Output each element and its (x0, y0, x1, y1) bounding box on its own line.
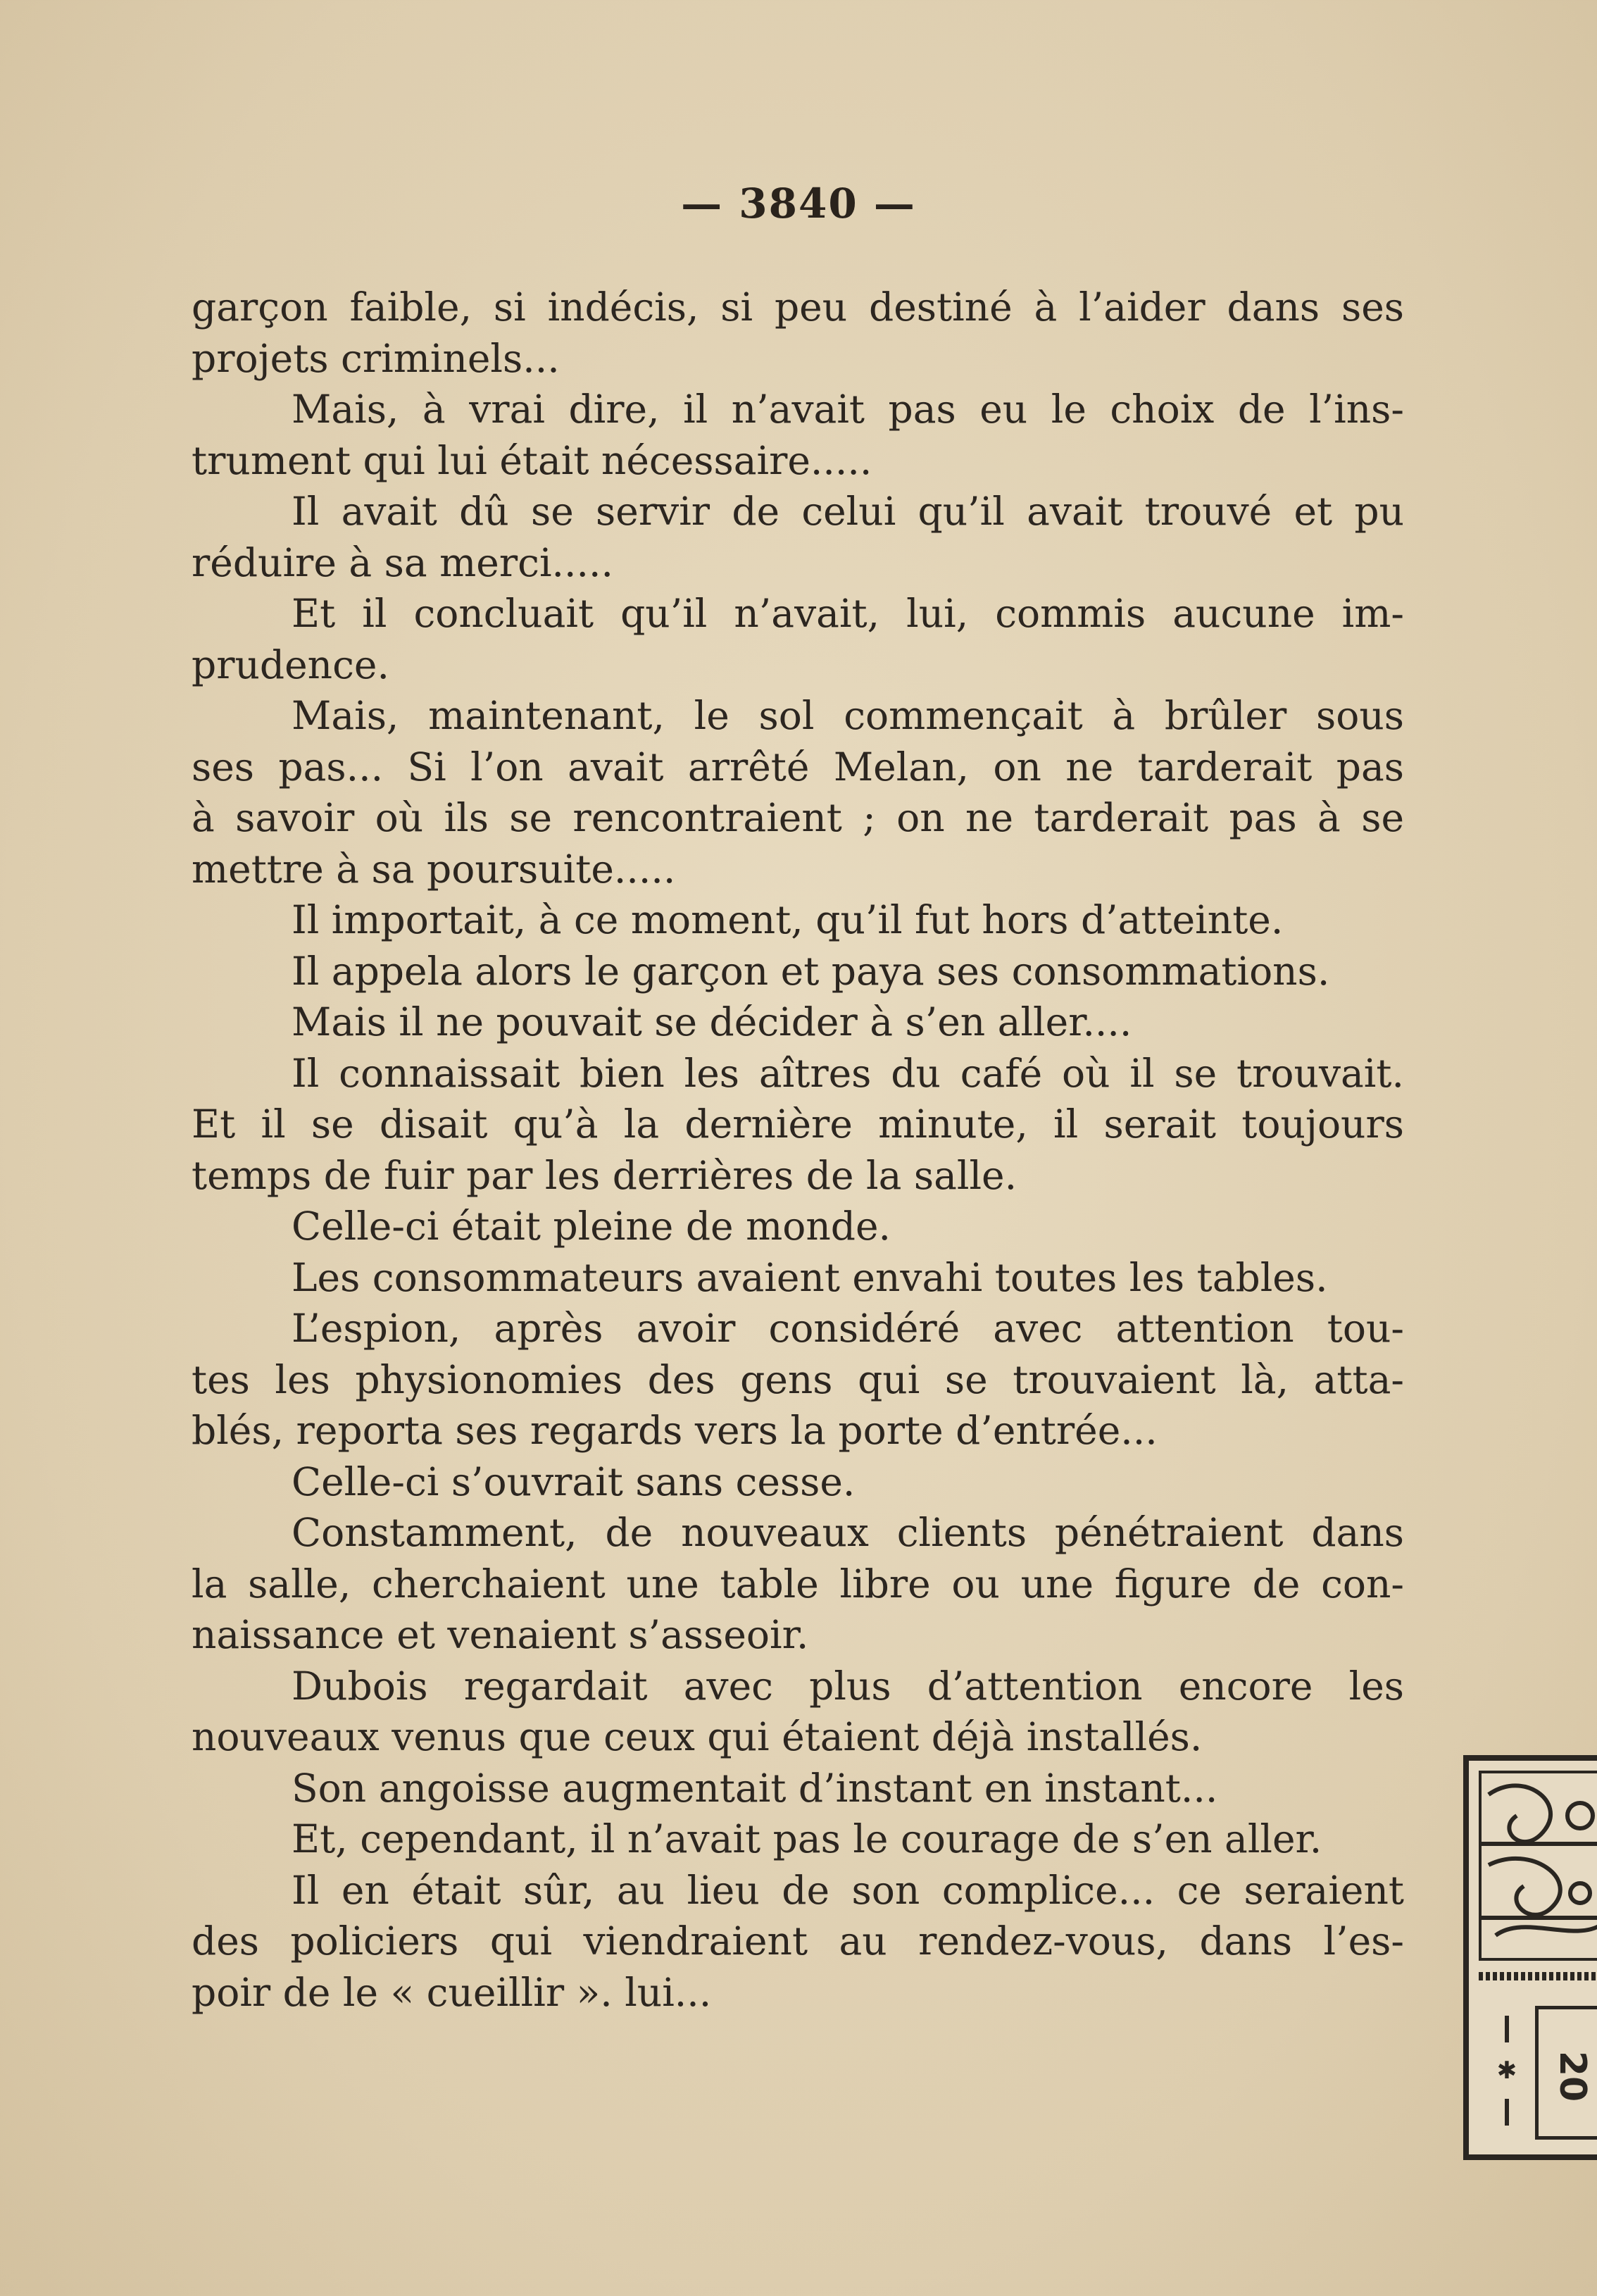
text-line: Et il concluait qu’il n’avait, lui, commis aucune im- (292, 591, 1404, 636)
text-line: prudence. (192, 642, 389, 687)
text-line: des policiers qui viendraient au rendez-vous, dans l’es- (192, 1918, 1404, 1964)
text-line: Et il se disait qu’à la dernière minute, il serait toujours (192, 1102, 1404, 1147)
text-line: poir de le « cueillir ». lui... (192, 1969, 712, 2015)
text-line: Son angoisse augmentait d’instant en instant... (292, 1765, 1218, 1811)
text-line: Les consommateurs avaient envahi toutes les tables. (292, 1254, 1328, 1300)
text-line: Il importait, à ce moment, qu’il fut hors d’atteinte. (292, 897, 1284, 942)
ornament-icon (1479, 1771, 1597, 1961)
body-text (192, 282, 1404, 2018)
text-line: projets criminels... (192, 335, 560, 381)
text-line: Il appela alors le garçon et paya ses consommations. (292, 948, 1330, 994)
text-line: Il connaissait bien les aîtres du café où il se trouvait. (292, 1050, 1404, 1096)
text-line: Il en était sûr, au lieu de son complice... ce seraient (292, 1867, 1404, 1913)
stamp-star-icon: ✱ (1486, 2007, 1528, 2134)
text-line: Mais, à vrai dire, il n’avait pas eu le choix de l’ins- (292, 387, 1404, 432)
text-line: Mais, maintenant, le sol commençait à brûler sous (292, 693, 1404, 738)
text-line: ses pas... Si l’on avait arrêté Melan, on ne tarderait pas (192, 744, 1404, 790)
text-line: Et, cependant, il n’avait pas le courage de s’en aller. (292, 1816, 1322, 1861)
stamp-number: 20 (1551, 2050, 1593, 2102)
text-line: L’espion, après avoir considéré avec attention tou- (292, 1306, 1404, 1351)
text-line: Celle-ci était pleine de monde. (292, 1204, 891, 1249)
text-line: réduire à sa merci..... (192, 539, 613, 585)
page-number: — 3840 — (681, 180, 916, 227)
text-line: Mais il ne pouvait se décider à s’en aller.... (292, 999, 1132, 1044)
text-line: garçon faible, si indécis, si peu destiné à l’aider dans ses (192, 285, 1404, 330)
library-stamp (1463, 1755, 1597, 2160)
stamp-number-box (1535, 2006, 1597, 2140)
text-line: à savoir où ils se rencontraient ; on ne tarderait pas à se (192, 795, 1404, 840)
text-line: mettre à sa poursuite..... (192, 846, 676, 892)
text-line: tes les physionomies des gens qui se trouvaient là, atta- (192, 1356, 1404, 1402)
text-line: Celle-ci s’ouvrait sans cesse. (292, 1459, 856, 1504)
text-line: la salle, cherchaient une table libre ou une figure de con- (192, 1561, 1404, 1606)
text-line: blés, reporta ses regards vers la porte d’entrée... (192, 1408, 1158, 1453)
text-line: temps de fuir par les derrières de la salle. (192, 1152, 1017, 1198)
text-line: naissance et venaient s’asseoir. (192, 1612, 809, 1657)
text-line: Dubois regardait avec plus d’attention encore les (292, 1663, 1404, 1709)
text-line: trument qui lui était nécessaire..... (192, 437, 872, 483)
text-line: Il avait dû se servir de celui qu’il avait trouvé et pu (292, 489, 1404, 534)
text-line: nouveaux venus que ceux qui étaient déjà installés. (192, 1714, 1203, 1759)
text-line: Constamment, de nouveaux clients pénétraient dans (292, 1510, 1404, 1555)
stamp-band (1479, 1972, 1597, 1980)
